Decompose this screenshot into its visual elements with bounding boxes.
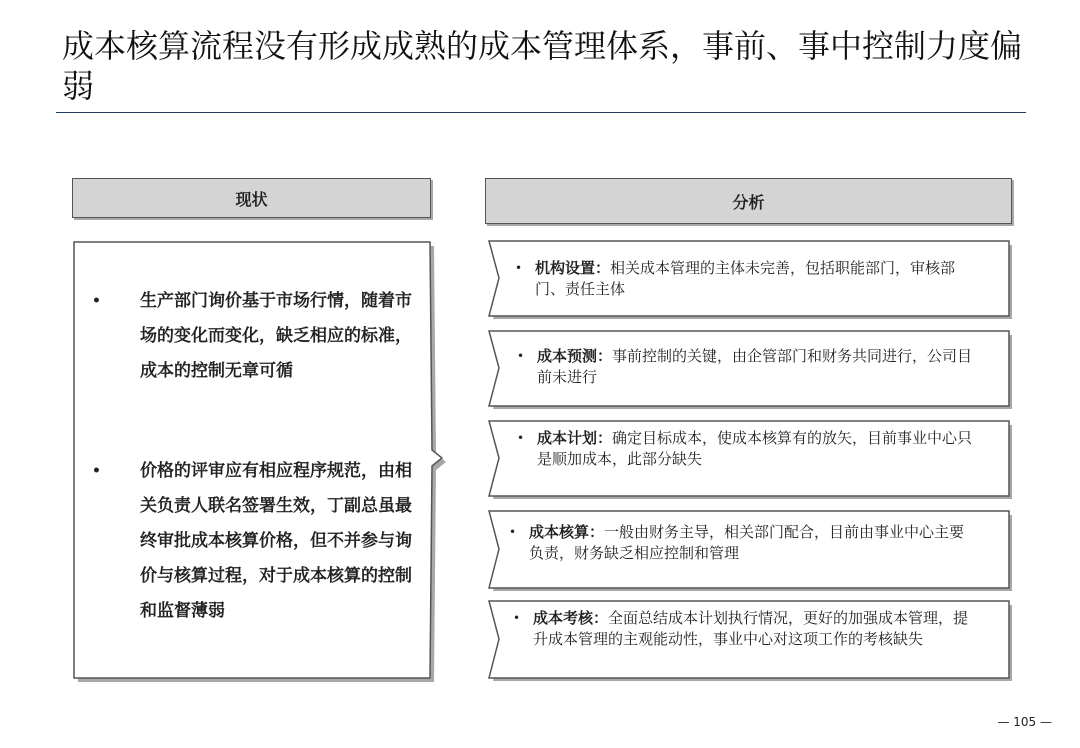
analysis-item-label: 机构设置： [535, 259, 611, 277]
status-bullet [92, 284, 422, 389]
analysis-item-desc: 全面总结成本计划执行情况，更好的加强成本管理，提升成本管理的主观能动性，事业中心对这项工作的考核缺失 [533, 609, 969, 648]
analysis-item-label: 成本计划： [537, 429, 613, 447]
analysis-item-desc: 确定目标成本，使成本核算有的放矢，目前事业中心只是顺加成本，此部分缺失 [537, 429, 973, 468]
analysis-header [485, 178, 1012, 224]
analysis-item-text [513, 608, 983, 650]
analysis-item-text [517, 346, 987, 388]
bullet-dot: • [513, 611, 521, 625]
bullet-dot: • [517, 349, 525, 363]
analysis-item-label: 成本预测： [537, 347, 613, 365]
analysis-item [487, 330, 1013, 410]
page-title: 成本核算流程没有形成成熟的成本管理体系，事前、事中控制力度偏弱 [62, 27, 1023, 105]
analysis-item-text [509, 522, 979, 564]
status-panel [72, 240, 450, 684]
title-divider [56, 112, 1026, 113]
status-header [72, 178, 431, 218]
page-number: — 105 — [997, 715, 1052, 729]
analysis-item-desc: 事前控制的关键，由企管部门和财务共同进行，公司目前未进行 [537, 347, 973, 386]
bullet-dot: • [515, 261, 523, 275]
bullet-dot: • [509, 525, 517, 539]
bullet-dot: • [517, 431, 525, 445]
analysis-item-label: 成本核算： [529, 523, 605, 541]
analysis-item-desc: 相关成本管理的主体未完善，包括职能部门，审核部门、责任主体 [535, 259, 956, 298]
status-bullet-text: 价格的评审应有相应程序规范，由相关负责人联名签署生效，丁副总虽最终审批成本核算价格，但不并参与询价与核算过程，对于成本核算的控制和监督薄弱 [140, 461, 412, 621]
bullet-dot: • [92, 293, 101, 309]
analysis-item-desc: 一般由财务主导，相关部门配合，目前由事业中心主要负责，财务缺乏相应控制和管理 [529, 523, 965, 562]
analysis-item [487, 600, 1013, 682]
status-bullet [92, 454, 422, 629]
analysis-item [487, 420, 1013, 500]
analysis-item-label: 成本考核： [533, 609, 609, 627]
analysis-item [487, 240, 1013, 320]
analysis-item-text [515, 258, 985, 300]
analysis-item-text [517, 428, 985, 470]
status-header-label: 现状 [235, 189, 268, 209]
status-bullet-text: 生产部门询价基于市场行情，随着市场的变化而变化，缺乏相应的标准，成本的控制无章可循 [140, 291, 412, 381]
bullet-dot: • [92, 463, 101, 479]
analysis-header-label: 分析 [732, 192, 765, 212]
analysis-item [487, 510, 1013, 592]
